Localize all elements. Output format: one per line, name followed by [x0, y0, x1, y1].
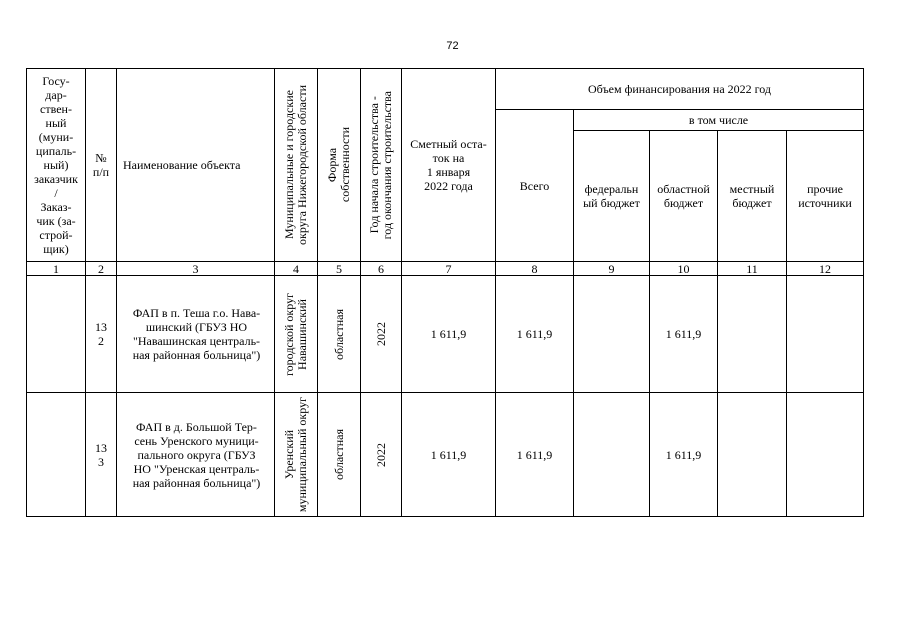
- header-years: Год начала строительства - год окончания строительства: [361, 69, 402, 262]
- page-number: 72: [446, 40, 459, 52]
- row-local: [718, 276, 787, 393]
- column-number: 2: [86, 262, 117, 276]
- column-number: 11: [718, 262, 787, 276]
- row-ownership: областная: [318, 393, 361, 517]
- column-number: 10: [650, 262, 718, 276]
- header-including: в том числе: [574, 110, 864, 131]
- row-object-name: ФАП в д. Большой Тер- сень Уренского муници- пального округа (ГБУЗ НО "Уренская централь- ная районная больница"): [117, 393, 275, 517]
- header-municipality: Муниципальные и городские округа Нижегородской области: [275, 69, 318, 262]
- row-other: [787, 276, 864, 393]
- row-municipality: Уренский муниципальный округ: [275, 393, 318, 517]
- row-federal: [574, 276, 650, 393]
- row-years: 2022: [361, 276, 402, 393]
- column-number: 4: [275, 262, 318, 276]
- row-estimate: 1 611,9: [402, 276, 496, 393]
- column-number: 6: [361, 262, 402, 276]
- row-ownership: областная: [318, 276, 361, 393]
- row-total: 1 611,9: [496, 276, 574, 393]
- header-object-name: Наименование объекта: [117, 69, 275, 262]
- row-regional: 1 611,9: [650, 276, 718, 393]
- row-other: [787, 393, 864, 517]
- column-numbers-row: [27, 262, 864, 276]
- row-local: [718, 393, 787, 517]
- row-customer: [27, 276, 86, 393]
- column-number: 5: [318, 262, 361, 276]
- header-ownership: Форма собственности: [318, 69, 361, 262]
- column-number: 8: [496, 262, 574, 276]
- row-num: 13 2: [86, 276, 117, 393]
- header-regional: областной бюджет: [650, 131, 718, 262]
- row-num: 13 3: [86, 393, 117, 517]
- column-number: 3: [117, 262, 275, 276]
- header-local: местный бюджет: [718, 131, 787, 262]
- row-customer: [27, 393, 86, 517]
- header-other: прочие источники: [787, 131, 864, 262]
- row-federal: [574, 393, 650, 517]
- column-number: 1: [27, 262, 86, 276]
- row-municipality: городской округ Навашинский: [275, 276, 318, 393]
- table-row: [27, 276, 864, 393]
- financing-table: [26, 68, 864, 517]
- header-estimate: Сметный оста- ток на 1 января 2022 года: [402, 69, 496, 262]
- header-total: Всего: [496, 110, 574, 262]
- header-num: № п/п: [86, 69, 117, 262]
- row-estimate: 1 611,9: [402, 393, 496, 517]
- row-years: 2022: [361, 393, 402, 517]
- table-row: [27, 393, 864, 517]
- column-number: 7: [402, 262, 496, 276]
- column-number: 12: [787, 262, 864, 276]
- row-total: 1 611,9: [496, 393, 574, 517]
- row-regional: 1 611,9: [650, 393, 718, 517]
- header-financing: Объем финансирования на 2022 год: [496, 69, 864, 110]
- column-number: 9: [574, 262, 650, 276]
- header-federal: федеральн ый бюджет: [574, 131, 650, 262]
- row-object-name: ФАП в п. Теша г.о. Нава- шинский (ГБУЗ НО "Навашинская централь- ная районная больница"): [117, 276, 275, 393]
- header-customer: Госу- дар- ствен- ный (муни- ципаль- ный) заказчик / Заказ- чик (за- строй- щик): [27, 69, 86, 262]
